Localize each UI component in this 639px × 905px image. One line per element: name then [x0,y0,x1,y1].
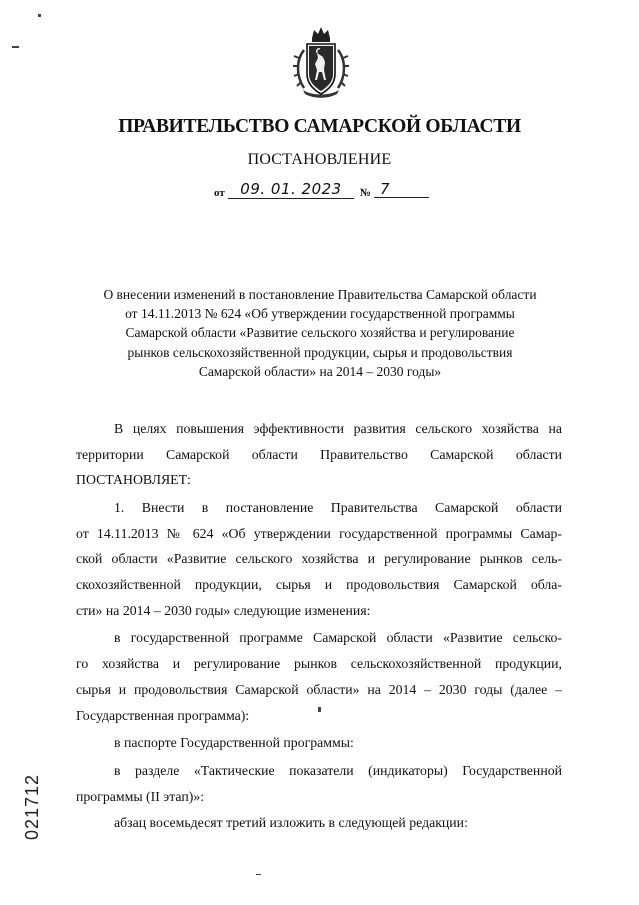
body-line: от 14.11.2013 № 624 «Об утверждении государственной программы Самар- [76,526,562,541]
body-line: 1. Внести в постановление Правительства Самарской области [114,500,562,515]
date-number-line [214,180,429,204]
coat-of-arms-icon [290,24,352,100]
organization-title: ПРАВИТЕЛЬСТВО САМАРСКОЙ ОБЛАСТИ [118,116,521,137]
body-line: в паспорте Государственной программы: [114,735,354,750]
date-prefix: от [214,187,225,199]
subject-line: О внесении изменений в постановление Правительства Самарской области [103,287,537,302]
body-line: го хозяйства и регулирование рынков сельскохозяйственной продукции, [76,656,562,671]
scan-speck [12,46,19,48]
body-line: сти» на 2014 – 2030 годы» следующие изменения: [76,603,371,618]
document-subject [70,285,570,381]
body-line: В целях повышения эффективности развития сельского хозяйства на [114,421,562,436]
document-number: 7 [374,180,429,198]
subject-line: от 14.11.2013 № 624 «Об утверждении государственной программы [125,306,515,322]
scan-speck [38,14,41,17]
scan-speck [318,707,321,712]
body-line: скохозяйственной продукции, сырья и продовольствия Самарской обла- [76,577,562,592]
scan-speck [256,874,261,875]
body-line: в государственной программе Самарской области «Развитие сельско- [114,630,562,645]
subject-line: Самарской области «Развитие сельского хозяйства и регулирование [125,325,515,341]
body-line: программы (II этап)»: [76,789,205,804]
body-line: в разделе «Тактические показатели (индикаторы) Государственной [114,763,562,778]
body-line: территории Самарской области Правительство Самарской области [76,447,562,462]
registration-number: 021712 [22,773,42,840]
subject-line: рынков сельскохозяйственной продукции, сырья и продовольствия [127,344,513,360]
document-type: ПОСТАНОВЛЕНИЕ [247,151,392,168]
body-line: ской области «Развитие сельского хозяйства и регулирование рынков сель- [76,551,562,566]
body-line: ПОСТАНОВЛЯЕТ: [76,472,191,487]
body-line: абзац восемьдесят третий изложить в следующей редакции: [114,815,468,830]
body-line: Государственная программа): [76,708,250,723]
number-prefix: № [360,187,372,199]
body-line: сырья и продовольствия Самарской области» на 2014 – 2030 годы (далее – [76,682,562,697]
document-date: 09. 01. 2023 [228,180,354,199]
subject-line: Самарской области» на 2014 – 2030 годы» [198,363,442,379]
